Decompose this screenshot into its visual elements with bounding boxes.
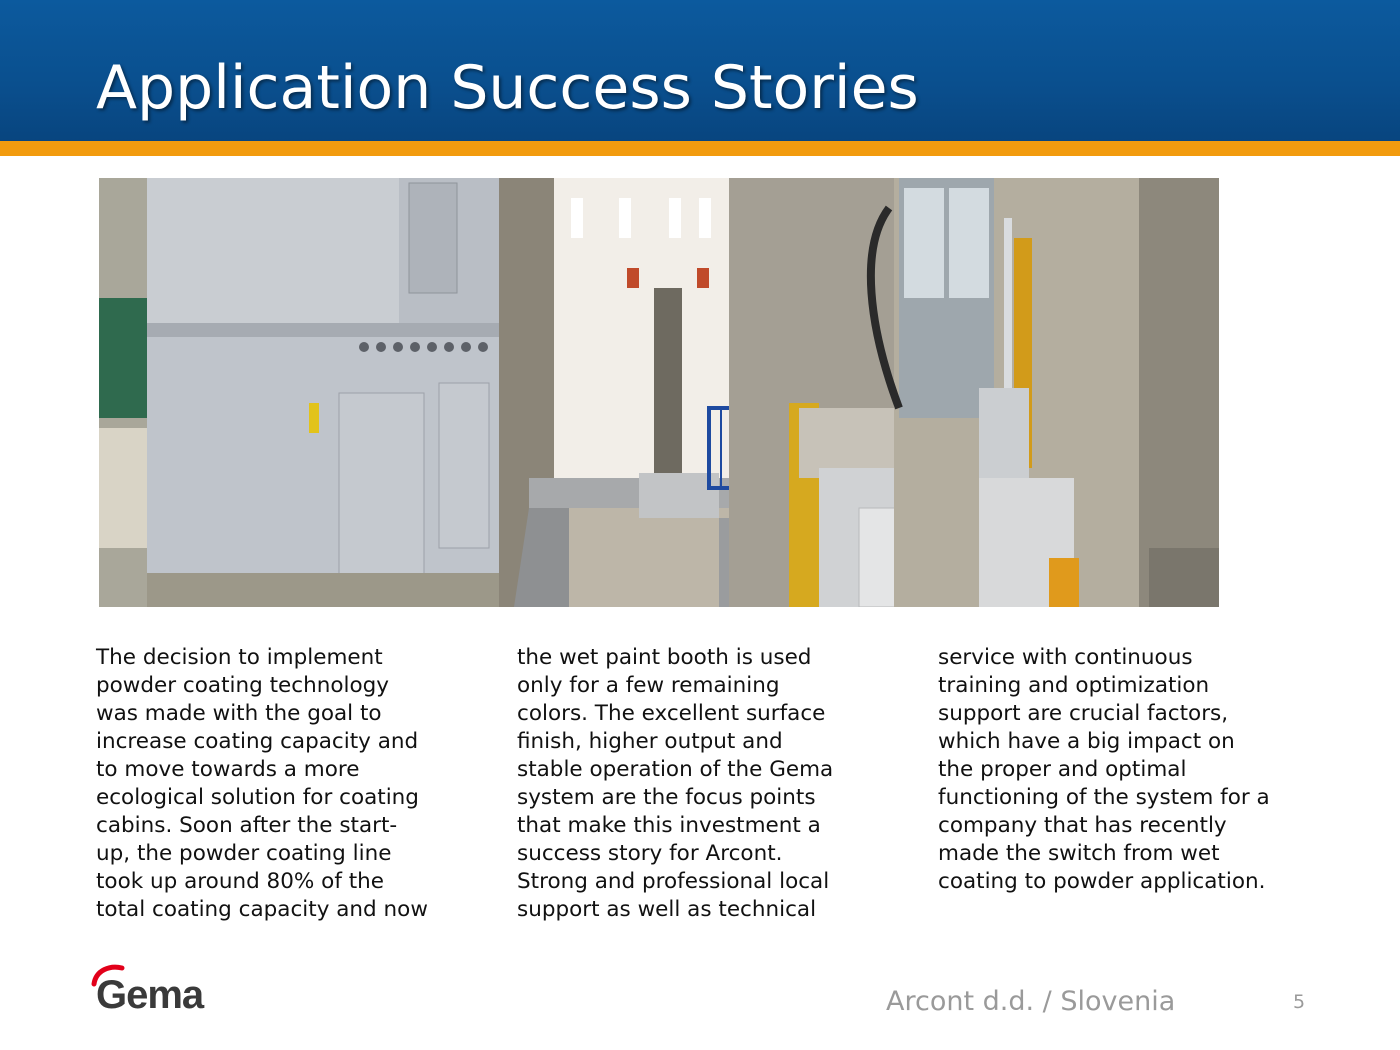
coating-plant-photo (99, 178, 1219, 607)
page-number: 5 (1293, 991, 1306, 1013)
svg-text:Gema: Gema (96, 973, 204, 1017)
header-accent-stripe (0, 141, 1400, 156)
footer-company-location: Arcont d.d. / Slovenia (886, 986, 1176, 1017)
body-text-column-1: The decision to implement powder coating technology was made with the goal to increase coating capacity and to move towards a more ecological solution for coating cabins. Soon after the start- up, the powder coating line took up around 80% of the total coating capacity and now (96, 645, 428, 922)
gema-logo (88, 962, 218, 1018)
slide-title: Application Success Stories (96, 53, 919, 123)
body-text-column-3: service with continuous training and optimization support are crucial factors, which have a big impact on the proper and optimal functioning of the system for a company that has recently made the switch from wet coating to powder application. (938, 645, 1270, 894)
body-text-column-2: the wet paint booth is used only for a few remaining colors. The excellent surface finish, higher output and stable operation of the Gema system are the focus points that make this investment a success story for Arcont. Strong and professional local support as well as technical (517, 645, 834, 922)
